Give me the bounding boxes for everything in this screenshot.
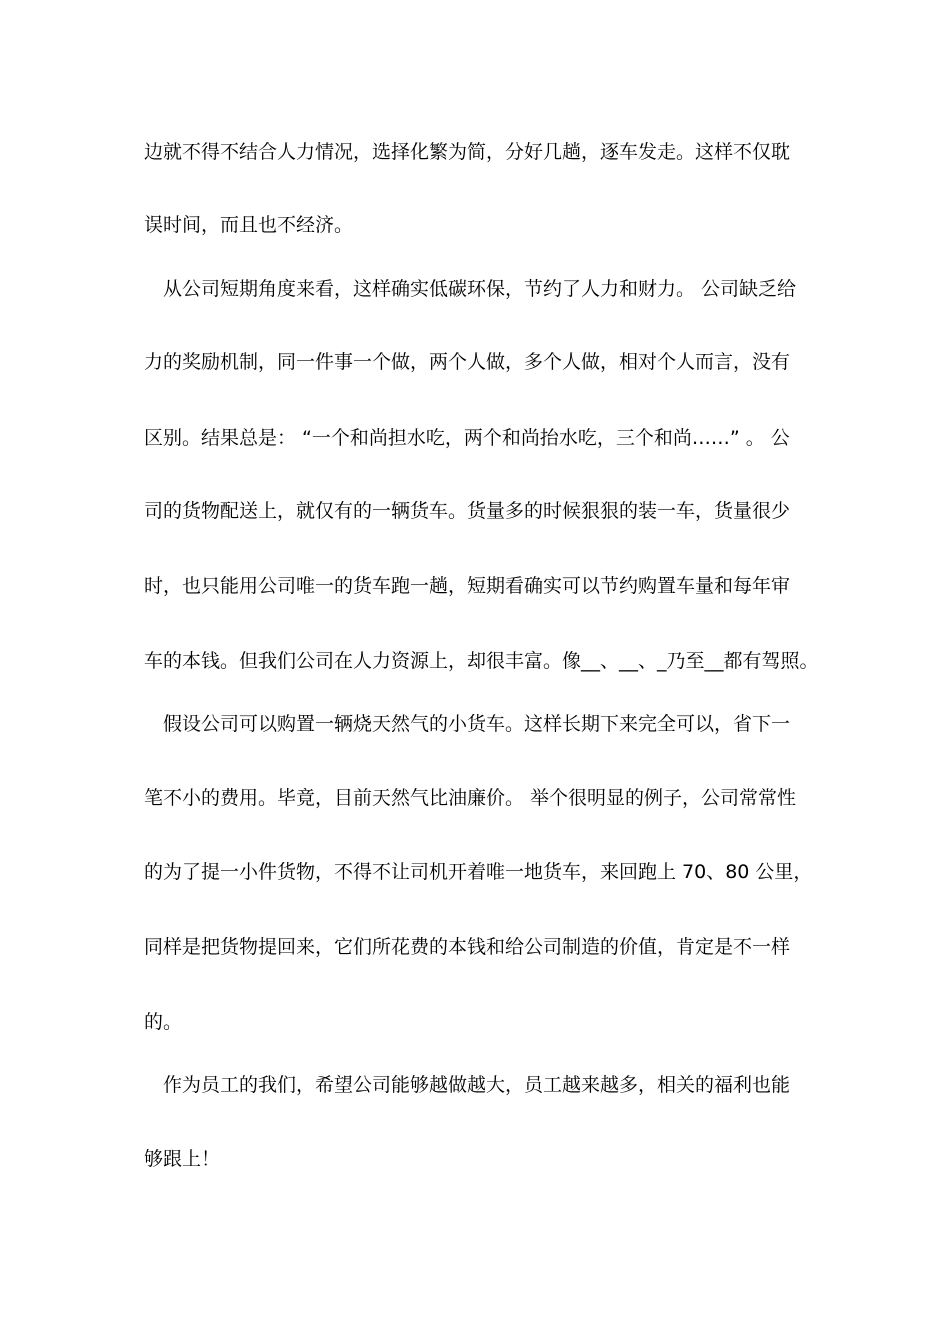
text-line-6: 司的货物配送上，就仅有的一辆货车。货量多的时候狠狠的装一车，货量很少 [144,500,791,522]
text-line-3: 从公司短期角度来看，这样确实低碳环保，节约了人力和财力。 公司缺乏给 [163,278,797,300]
text-line-2: 误时间，而且也不经济。 [144,214,354,236]
text-line-11: 的为了提一小件货物，不得不让司机开着唯一地货车，来回跑上 70、80 公里， [144,861,813,883]
text-line-5: 区别。结果总是： “一个和尚担水吃，两个和尚抬水吃，三个和尚……” 。 公 [144,427,790,449]
text-line-10: 笔不小的费用。毕竟，目前天然气比油廉价。 举个很明显的例子，公司常常性 [144,787,797,809]
text-line-14: 作为员工的我们，希望公司能够越做越大，员工越来越多，相关的福利也能 [163,1074,791,1096]
text-line-1: 边就不得不结合人力情况，选择化繁为简，分好几趟，逐车发走。这样不仅耽 [144,141,791,163]
text-line-4: 力的奖励机制，同一件事一个做，两个人做，多个人做，相对个人而言，没有 [144,351,791,373]
text-line-13: 的。 [144,1011,183,1033]
text-line-8: 车的本钱。但我们公司在人力资源上，却很丰富。像__、__、_乃至__都有驾照。 [144,650,819,672]
text-line-15: 够跟上！ [144,1148,221,1170]
text-line-12: 同样是把货物提回来，它们所花费的本钱和给公司制造的价值，肯定是不一样 [144,936,791,958]
text-line-9: 假设公司可以购置一辆烧天然气的小货车。这样长期下来完全可以，省下一 [163,713,791,735]
text-line-7: 时，也只能用公司唯一的货车跑一趟，短期看确实可以节约购置车量和每年审 [144,575,791,597]
